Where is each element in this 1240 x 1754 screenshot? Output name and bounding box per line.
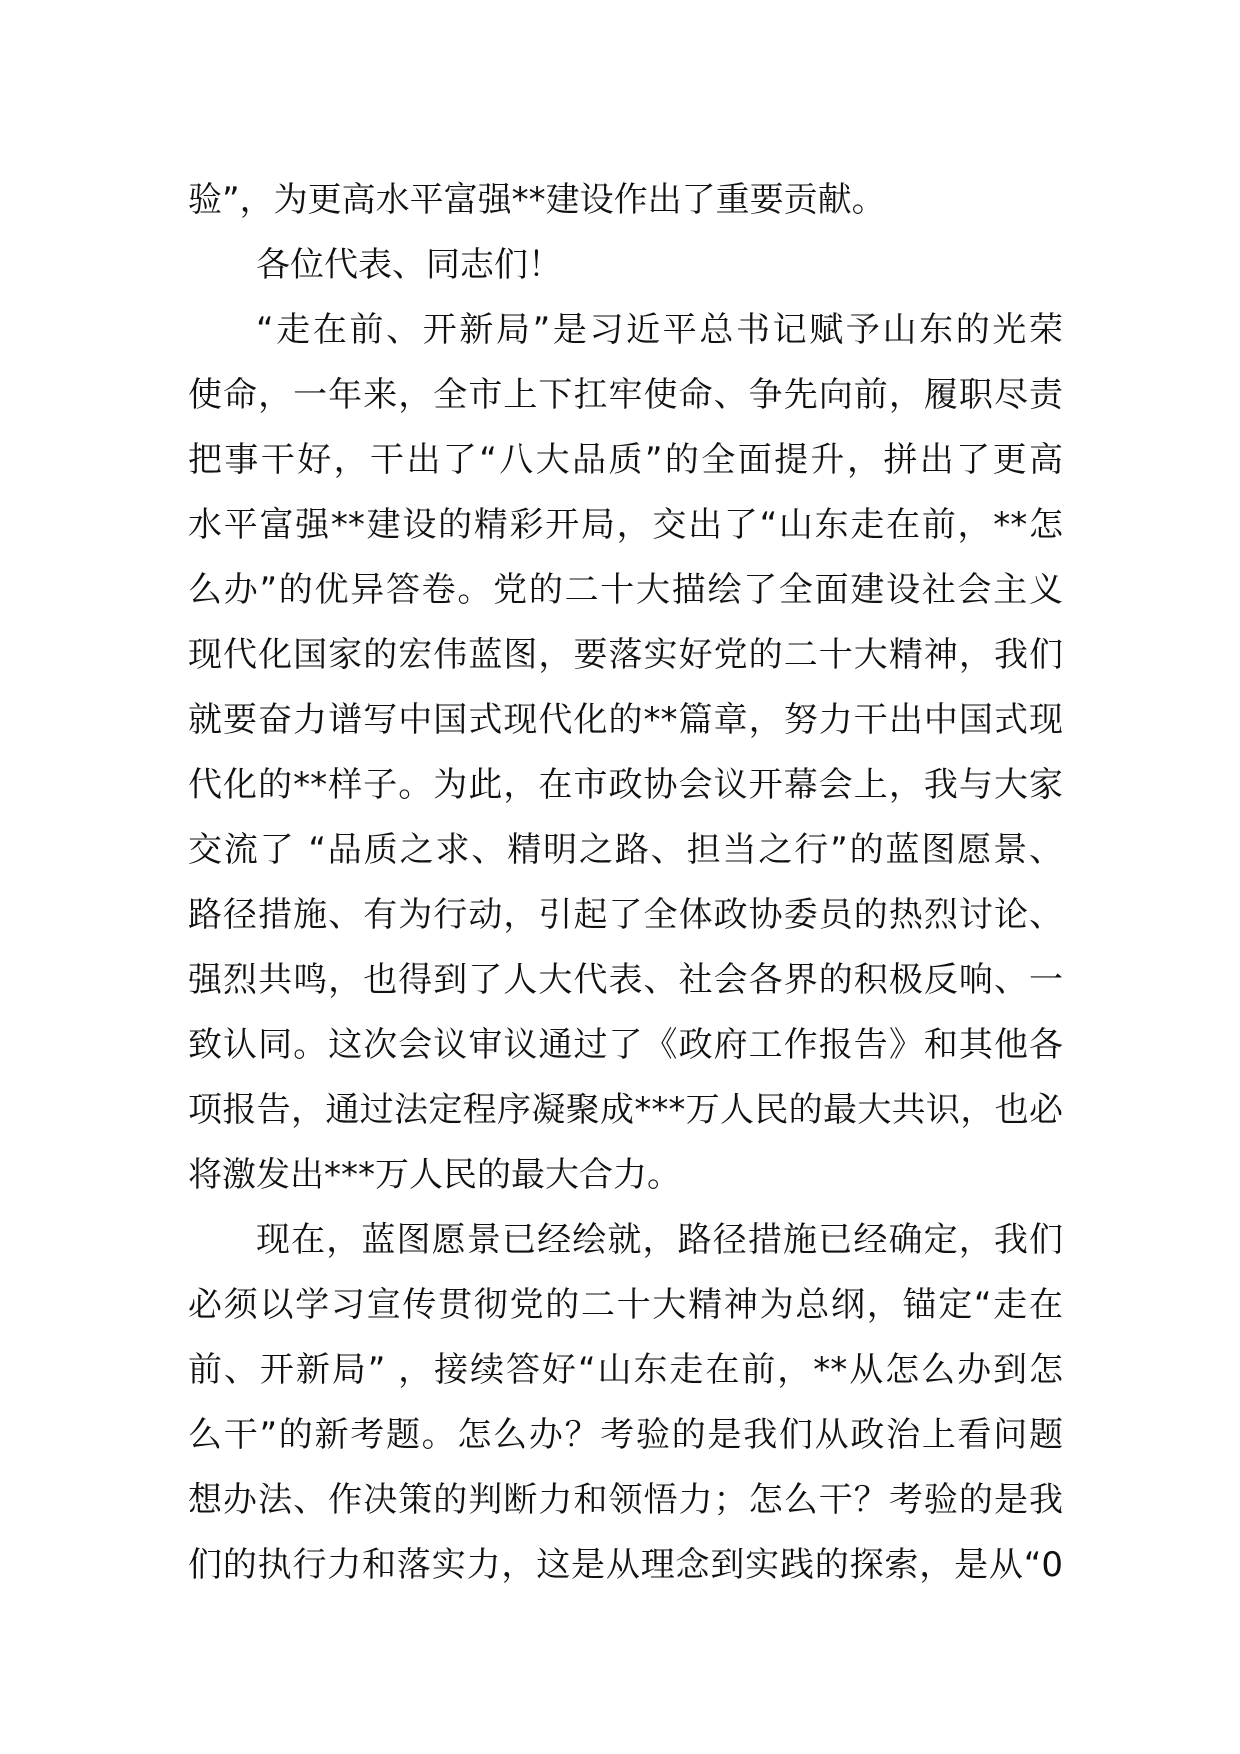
text-line: 致认同。这次会议审议通过了《政府工作报告》和其他各 bbox=[188, 1025, 1063, 1065]
text-line: 水平富强**建设的精彩开局，交出了“山东走在前，**怎 bbox=[188, 505, 1063, 545]
body-text bbox=[188, 168, 1063, 1598]
text-line: 强烈共鸣，也得到了人大代表、社会各界的积极反响、一 bbox=[188, 960, 1063, 1000]
text-line: 必须以学习宣传贯彻党的二十大精神为总纲，锚定“走在 bbox=[188, 1285, 1063, 1325]
text-line: 使命，一年来，全市上下扛牢使命、争先向前，履职尽责 bbox=[188, 375, 1063, 415]
text-line: “走在前、开新局”是习近平总书记赋予山东的光荣 bbox=[256, 310, 1063, 350]
text-line: 代化的**样子。为此，在市政协会议开幕会上，我与大家 bbox=[188, 765, 1063, 805]
text-line: 项报告，通过法定程序凝聚成***万人民的最大共识，也必 bbox=[188, 1090, 1063, 1130]
text-line: 就要奋力谱写中国式现代化的**篇章，努力干出中国式现 bbox=[188, 700, 1063, 740]
text-line: 么办”的优异答卷。党的二十大描绘了全面建设社会主义 bbox=[188, 570, 1063, 610]
text-line: 现在，蓝图愿景已经绘就，路径措施已经确定，我们 bbox=[256, 1220, 1063, 1260]
text-line: 们的执行力和落实力，这是从理念到实践的探索，是从“0 bbox=[188, 1545, 1063, 1585]
text-line: 么干”的新考题。怎么办？考验的是我们从政治上看问题 bbox=[188, 1415, 1063, 1455]
text-line: 验”，为更高水平富强**建设作出了重要贡献。 bbox=[188, 180, 886, 220]
text-line: 路径措施、有为行动，引起了全体政协委员的热烈讨论、 bbox=[188, 895, 1063, 935]
text-line: 前、开新局” ，接续答好“山东走在前，**从怎么办到怎 bbox=[188, 1350, 1063, 1390]
text-line: 把事干好，干出了“八大品质”的全面提升，拼出了更高 bbox=[188, 440, 1063, 480]
text-line: 各位代表、同志们！ bbox=[256, 245, 562, 285]
text-line: 想办法、作决策的判断力和领悟力；怎么干？考验的是我 bbox=[188, 1480, 1063, 1520]
text-line: 将激发出***万人民的最大合力。 bbox=[188, 1155, 681, 1195]
text-line: 交流了 “品质之求、精明之路、担当之行”的蓝图愿景、 bbox=[188, 830, 1063, 870]
text-line: 现代化国家的宏伟蓝图，要落实好党的二十大精神，我们 bbox=[188, 635, 1063, 675]
